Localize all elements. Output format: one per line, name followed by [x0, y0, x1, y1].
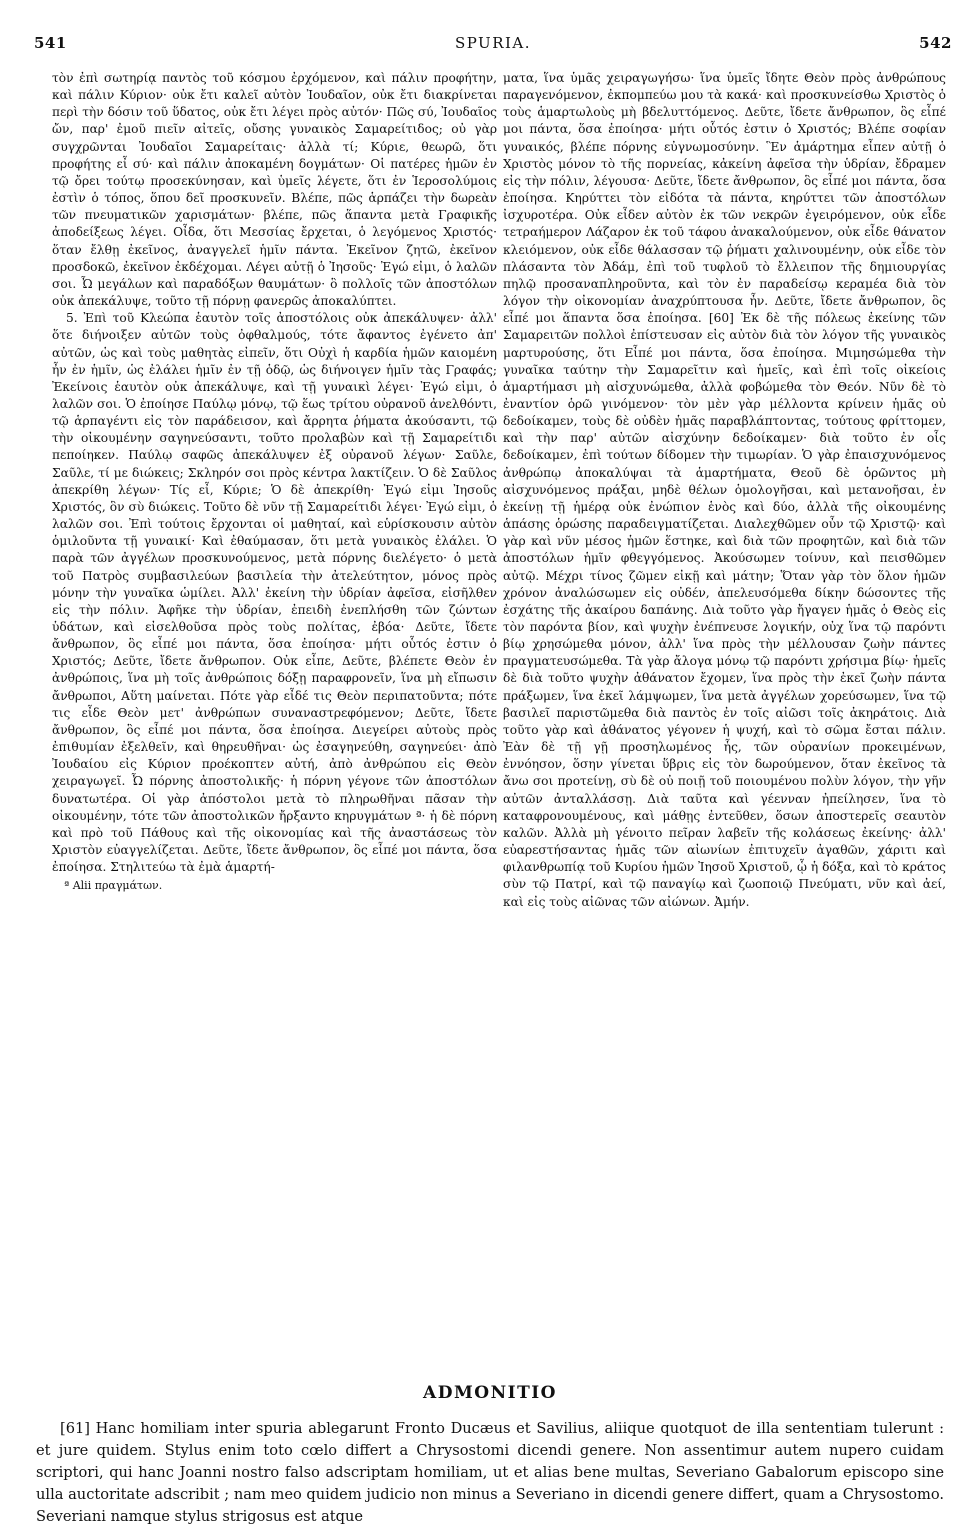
page-header — [34, 34, 952, 58]
right-column — [503, 70, 946, 911]
left-paragraph: τὸν ἐπὶ σωτηρίᾳ παντὸς τοῦ κόσμου ἐρχόμενον, καὶ πάλιν προφήτην, καὶ πάλιν Κύριον· οὐκ ἔτι καλεῖ αὐτὸν Ἰουδαῖον, οὐκ ἔτι διακρίνεται περὶ τὴν δόσιν τοῦ ὕδατος, οὐκ ἔτι λέγει πρὸς αὐτόν· Πῶς σύ, Ἰουδαῖος ὤν, παρ' ἐμοῦ πιεῖν αἰτεῖς, οὔσης γυναικὸς Σαμαρείτιδος; οὐ γὰρ συγχρῶνται Ἰουδαῖοι Σαμαρείταις· ἀλλὰ τί; Κύριε, θεωρῶ, ὅτι προφήτης εἶ σύ· καὶ πάλιν ἀποκαμένη δογμάτων· Οἱ πατέρες ἡμῶν ἐν τῷ ὄρει τούτῳ προσεκύνησαν, καὶ ὑμεῖς λέγετε, ὅτι ἐν Ἱεροσολύμοις ἐστὶν ὁ τόπος, ὅπου δεῖ προσκυνεῖν. Βλέπε, πῶς ἁρπάζει τὴν δωρεὰν τῶν πνευματικῶν χαρισμάτων· βλέπε, πῶς ἅπαντα μετὰ Γραφικῆς ἀποδείξεως λέγει. Οἶδα, ὅτι Μεσσίας ἔρχεται, ὁ λεγόμενος Χριστός· ὅταν ἔλθῃ ἐκεῖνος, ἀναγγελεῖ ἡμῖν πάντα. Ἐκεῖνον ζητῶ, ἐκεῖνον προσδοκῶ, ἐκεῖνον ἐκδέχομαι. Λέγει αὐτῇ ὁ Ἰησοῦς· Ἐγώ εἰμι, ὁ λαλῶν σοι. Ὦ μεγάλων καὶ παραδόξων θαυμάτων· ὃ πολλοῖς τῶν ἀποστόλων οὐκ ἀπεκάλυψε, τοῦτο τῇ πόρνῃ φανερῶς ἀποκαλύπτει. — [52, 71, 497, 309]
right-paragraph: ματα, ἵνα ὑμᾶς χειραγωγήσω· ἵνα ὑμεῖς ἴδητε Θεὸν πρὸς ἀνθρώπους παραγενόμενον, ἐκπομπεύω μου τὰ κακά· καὶ προσκυνείσθω Χριστὸς ὁ τοὺς ἁμαρτωλοὺς μὴ βδελυττόμενος. Δεῦτε, ἴδετε ἄνθρωπον, ὃς εἶπέ μοι πάντα, ὅσα ἐποίησα· μήτι οὗτός ἐστιν ὁ Χριστός; Βλέπε σοφίαν γυναικός, βλέπε πόρνης εὐγνωμοσύνην. Ἓν ἁμάρτημα εἶπεν αὐτῇ ὁ Χριστὸς μόνον τὸ τῆς πορνείας, κἀκείνη ἀφεῖσα τὴν ὑδρίαν, ἔδραμεν εἰς τὴν πόλιν, λέγουσα· Δεῦτε, ἴδετε ἄνθρωπον, ὃς εἶπέ μοι πάντα, ὅσα ἐποίησα. Κηρύττει τὸν εἰδότα τὰ πάντα, κηρύττει τῶν ἀποστόλων ἰσχυροτέρα. Οὐκ εἶδεν αὐτὸν ἐκ τῶν νεκρῶν ἐγειρόμενον, οὐκ εἶδε τετραήμερον Λάζαρον ἐκ τοῦ τάφου ἀνακαλούμενον, οὐκ εἶδε θάνατον κλειόμενον, οὐκ εἶδε θάλασσαν τῷ ῥήματι χαλινουμένην, οὐκ εἶδε τὸν πλάσαντα τὸν Ἀδάμ, ἐπὶ τοῦ τυφλοῦ τὸ ἔλλειπον τῆς δημιουργίας πηλῷ προσαναπληροῦντα, καὶ τὸν ἐν παραδείσῳ κεραμέα διὰ τὸν λόγον τὴν οἰκονομίαν ἀναχρύπτουσα ἦν. Δεῦτε, ἴδετε ἄνθρωπον, ὃς εἶπέ μοι ἅπαντα ὅσα ἐποίησα. [60] Ἐκ δὲ τῆς πόλεως ἐκείνης τῶν Σαμαρειτῶν πολλοὶ ἐπίστευσαν εἰς αὐτὸν διὰ τὸν λόγον τῆς γυναικὸς μαρτυρούσης, ὅτι Εἶπέ μοι πάντα, ὅσα ἐποίησα. Μιμησώμεθα τὴν γυναῖκα ταύτην τὴν Σαμαρεῖτιν καὶ ἡμεῖς, καὶ ἐπὶ τοῖς οἰκείοις ἁμαρτήμασι μὴ αἰσχυνώμεθα, ἀλλὰ φοβώμεθα τὸν Θεόν. Νῦν δὲ τὸ ἐναντίον ὁρῶ γινόμενον· τὸν μὲν γὰρ μέλλοντα κρίνειν ἡμᾶς οὐ δεδοίκαμεν, τοὺς δὲ οὐδὲν ἡμᾶς παραβλάπτοντας, τούτους φρίττομεν, καὶ τὴν παρ' αὐτῶν αἰσχύνην δεδοίκαμεν· διὰ τοῦτο ἐν οἷς δεδοίκαμεν, ἐπὶ τούτων δίδομεν τὴν τιμωρίαν. Ὁ γὰρ ἐπαισχυνόμενος ἀνθρώπῳ ἀποκαλύψαι τὰ ἁμαρτήματα, Θεοῦ δὲ ὁρῶντος μὴ αἰσχυνόμενος πράξαι, μηδὲ θέλων ὁμολογῆσαι, καὶ μετανοῆσαι, ἐν ἐκείνῃ τῇ ἡμέρᾳ οὐκ ἐνώπιον ἑνὸς καὶ δύο, ἀλλὰ τῆς οἰκουμένης ἁπάσης ὁρώσης παραδειγματίζεται. Διαλεχθῶμεν οὖν τῷ Χριστῷ· καὶ γὰρ καὶ νῦν μέσος ἡμῶν ἕστηκε, καὶ διὰ τῶν προφητῶν, καὶ διὰ τῶν ἀποστόλων ἡμῖν φθεγγόμενος. Ἀκούσωμεν τοίνυν, καὶ πεισθῶμεν αὐτῷ. Μέχρι τίνος ζῶμεν εἰκῇ καὶ μάτην; Ὅταν γὰρ τὸν ὅλον ἡμῶν χρόνον ἀναλώσωμεν εἰς οὐδέν, ἀπελευσόμεθα δίκην δώσοντες τῆς ἐσχάτης τῆς ἀκαίρου δαπάνης. Διὰ τοῦτο γὰρ ἤγαγεν ἡμᾶς ὁ Θεὸς εἰς τὸν παρόντα βίον, καὶ ψυχὴν ἐνέπνευσε λογικήν, οὐχ ἵνα τῷ παρόντι βίῳ χρησώμεθα μόνον, ἀλλ' ἵνα πρὸς τὴν μέλλουσαν ζωὴν πάντες πραγματευσώμεθα. Τὰ γὰρ ἄλογα μόνῳ τῷ παρόντι χρήσιμα βίῳ· ἡμεῖς δὲ διὰ τοῦτο ψυχὴν ἀθάνατον ἔχομεν, ἵνα πρὸς τὴν ἐκεῖ ζωὴν πάντα πράξωμεν, ἵνα ἐκεῖ λάμψωμεν, ἵνα μετὰ ἀγγέλων χορεύσωμεν, ἵνα τῷ βασιλεῖ παριστῶμεθα διὰ παντὸς ἐν τοῖς αἰῶσι τοῖς ἀκηράτοις. Διὰ τοῦτο γὰρ καὶ ἀθάνατος γέγονεν ἡ ψυχή, καὶ τὸ σῶμα ἔσται πάλιν. Ἐὰν δὲ τῇ γῇ προσηλωμένος ἧς, τῶν οὐρανίων προκειμένων, ἐννόησον, ὅσην γίνεται ὕβρις εἰς τὸν δωρούμενον, ὅταν ἐκεῖνος τὰ ἄνω σοι προτείνῃ, σὺ δὲ οὐ ποιῇ τοῦ ποιουμένου πολὺν λόγον, τὴν γῆν αὐτῶν ἀνταλλάσσῃ. Διὰ ταῦτα καὶ γέενναν ἠπείλησεν, ἵνα τὸ καταφρονουμένους, καὶ μάθῃς ἐντεῦθεν, ὅσων ἀποστερεῖς σεαυτὸν καλῶν. Ἀλλὰ μὴ γένοιτο πεῖραν λαβεῖν τῆς κολάσεως ἐκείνης· ἀλλ' εὐαρεστήσαντας ἡμᾶς τῶν αἰωνίων ἐπιτυχεῖν ἀγαθῶν, χάριτι καὶ φιλανθρωπίᾳ τοῦ Κυρίου ἡμῶν Ἰησοῦ Χριστοῦ, ᾧ ἡ δόξα, καὶ τὸ κράτος σὺν τῷ Πατρί, καὶ τῷ παναγίῳ καὶ ζωοποιῷ Πνεύματι, νῦν καὶ ἀεί, καὶ εἰς τοὺς αἰῶνας τῶν αἰώνων. Ἀμήν. — [503, 71, 946, 909]
footnote: ª Alii πραγμάτων. — [64, 879, 163, 893]
right-page-number: 542 — [919, 34, 952, 52]
admonitio-paragraph: [61] Hanc homiliam inter spuria ablegarunt Fronto Ducæus et Savilius, aliique quotquot de illa sententiam tulerunt : et jure quidem. Stylus enim toto cœlo differt a Chrysostomi dicendi genere. Non assentimur autem nupero cuidam scriptori, qui hanc Joanni nostro falso adscriptam homiliam, ut et alias bene multas, Severiano Gabalorum episcopo sine ulla auctoritate adscribit ; nam meo quidem judicio non minus a Severiano in dicendi genere differt, quam a Chrysostomo. Severiani namque stylus strigosus est atque — [36, 1420, 944, 1525]
left-page-number: 541 — [34, 34, 67, 52]
admonitio-body — [36, 1418, 944, 1528]
admonitio-heading: ADMONITIO — [423, 1383, 557, 1403]
left-paragraph: 5. Ἐπὶ τοῦ Κλεώπα ἑαυτὸν τοῖς ἀποστόλοις οὐκ ἀπεκάλυψεν· ἀλλ' ὅτε διήνοιξεν αὐτῶν τοὺς ὀφθαλμούς, τότε ἄφαντος ἐγένετο ἀπ' αὐτῶν, ὡς καὶ τοὺς μαθητὰς εἰπεῖν, ὅτι Οὐχὶ ἡ καρδία ἡμῶν καιομένη ἦν ἐν ἡμῖν, ὡς ἐλάλει ἡμῖν ἐν τῇ ὁδῷ, ὡς διήνοιγεν ἡμῖν τὰς Γραφάς; Ἐκείνοις ἑαυτὸν οὐκ ἀπεκάλυψε, καὶ τῇ γυναικὶ λέγει· Ἐγώ εἰμι, ὁ λαλῶν σοι. Ὁ ἐποίησε Παύλῳ μόνῳ, τῷ ἕως τρίτου οὐρανοῦ ἀνελθόντι, τῷ ἁρπαγέντι εἰς τὸν παράδεισον, καὶ ἄρρητα ῥήματα ἀκούσαντι, τῷ τὴν οἰκουμένην σαγηνεύσαντι, τοῦτο προλαβὼν καὶ τῇ Σαμαρείτιδι πεποίηκεν. Παύλῳ σαφῶς ἀπεκάλυψεν ἐξ οὐρανοῦ λέγων· Σαῦλε, Σαῦλε, τί με διώκεις; Σκληρόν σοι πρὸς κέντρα λακτίζειν. Ὁ δὲ Σαῦλος ἀπεκρίθη λέγων· Τίς εἶ, Κύριε; Ὁ δὲ ἀπεκρίθη· Ἐγώ εἰμι Ἰησοῦς Χριστός, ὃν σὺ διώκεις. Τοῦτο δὲ νῦν τῇ Σαμαρείτιδι λέγει· Ἐγώ εἰμι, ὁ λαλῶν σοι. Ἐπὶ τούτοις ἔρχονται οἱ μαθηταί, καὶ εὑρίσκουσιν αὐτὸν ὁμιλοῦντα τῇ γυναικί· Καὶ ἐθαύμασαν, ὅτι μετὰ γυναικὸς ἐλάλει. Ὁ παρὰ τῶν ἀγγέλων προσκυνούμενος, μετὰ πόρνης διελέγετο· ὁ μετὰ τοῦ Πατρὸς συμβασιλεύων βασιλεία τὴν ἀτελεύτητον, μόνος πρὸς μόνην τὴν γυναῖκα ὡμίλει. Ἀλλ' ἐκείνη τὴν ὑδρίαν ἀφεῖσα, εἰσῆλθεν εἰς τὴν πόλιν. Ἀφῆκε τὴν ὑδρίαν, ἐπειδὴ ἐνεπλήσθη τῶν ζώντων ὑδάτων, καὶ εἰσελθοῦσα πρὸς τοὺς πολίτας, ἐβόα· Δεῦτε, ἴδετε ἄνθρωπον, ὃς εἶπέ μοι πάντα, ὅσα ἐποίησα· μήτι οὗτός ἐστιν ὁ Χριστός; Δεῦτε, ἴδετε ἄνθρωπον. Οὐκ εἶπε, Δεῦτε, βλέπετε Θεὸν ἐν ἀνθρώποις, ἵνα μὴ τοῖς ἀνθρώποις δόξῃ παραφρονεῖν, ἵνα μὴ εἴπωσιν ἄνθρωποι, Αὕτη μαίνεται. Πότε γὰρ εἶδέ τις Θεὸν περιπατοῦντα; πότε τις εἶδε Θεὸν μετ' ἀνθρώπων συναναστρεφόμενον; Δεῦτε, ἴδετε ἄνθρωπον, ὃς εἶπέ μοι πάντα, ὅσα ἐποίησα. Διεγείρει αὐτοὺς πρὸς ἐπιθυμίαν ἐξελθεῖν, καὶ θηρευθῆναι· ὡς ἐσαγηνεύθη, σαγηνεύει· ἀπὸ Ἰουδαίου εἰς Κύριον προέκοπτεν αὐτή, ἀπὸ ἀνθρώπου εἰς Θεὸν χειραγωγεῖ. Ὦ πόρνης ἀποστολικῆς· ἡ πόρνη γέγονε τῶν ἀποστόλων δυνατωτέρα. Οἱ γὰρ ἀπόστολοι μετὰ τὸ πληρωθῆναι πᾶσαν τὴν οἰκουμένην, τότε τῶν ἀποστολικῶν ἤρξαντο κηρυγμάτων ª· ἡ δὲ πόρνη καὶ πρὸ τοῦ Πάθους καὶ τῆς οἰκονομίας καὶ τῆς ἀναστάσεως τὸν Χριστὸν εὐαγγελίζεται. Δεῦτε, ἴδετε ἄνθρωπον, ὃς εἶπέ μοι πάντα, ὅσα ἐποίησα. Στηλιτεύω τὰ ἐμὰ ἁμαρτή- — [52, 311, 497, 875]
running-title: SPURIA. — [454, 34, 532, 52]
left-column — [52, 70, 497, 893]
